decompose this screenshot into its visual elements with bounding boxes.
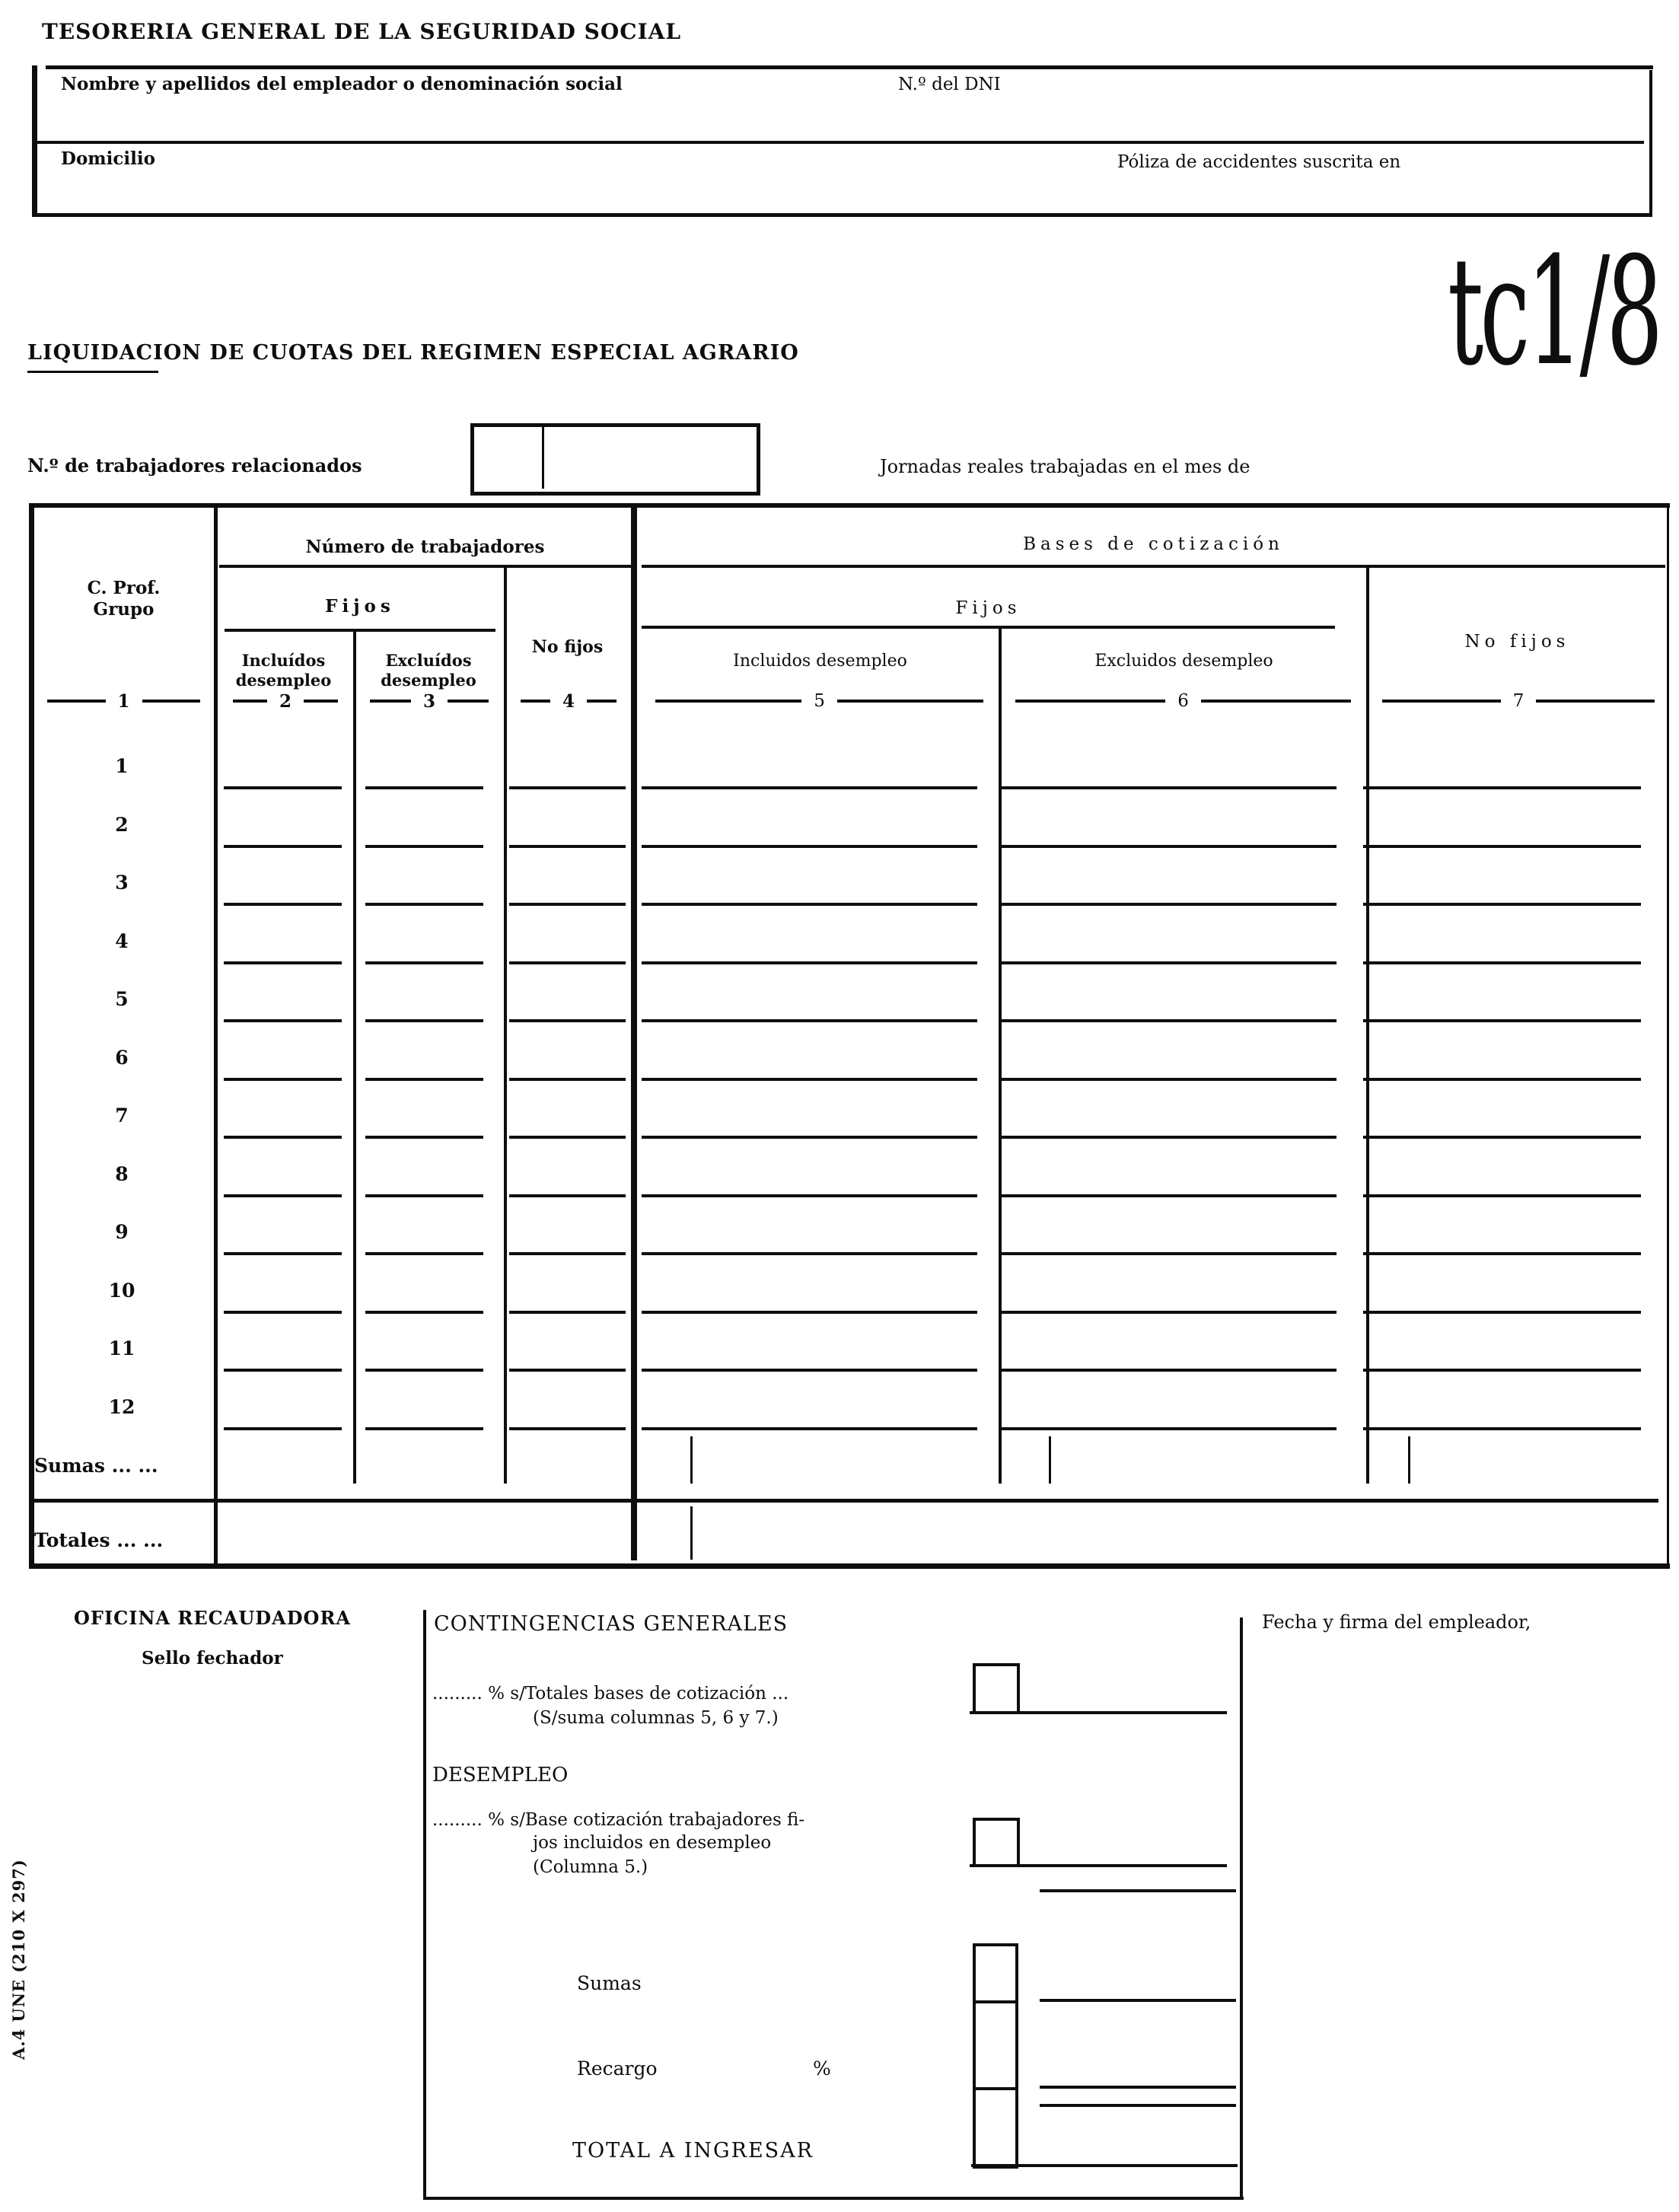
fecha-firma-label: Fecha y firma del empleador, — [1262, 1611, 1531, 1633]
policy-label: Póliza de accidentes suscrita en — [1117, 152, 1401, 172]
workers-group-underline — [219, 565, 631, 568]
paper-size-note: A.4 UNE (210 X 297) — [9, 1859, 28, 2060]
recargo-line-2 — [1040, 2104, 1236, 2107]
table-row — [29, 847, 1670, 906]
rule — [655, 700, 801, 703]
row-group-number: 6 — [115, 1047, 129, 1069]
col-number-label: 7 — [1512, 690, 1524, 711]
rule — [448, 700, 489, 703]
col3-header-line2: desempleo — [381, 671, 476, 690]
rule — [587, 700, 616, 703]
row-group-number: 8 — [115, 1163, 129, 1185]
total-label: TOTAL A INGRESAR — [572, 2139, 814, 2163]
sumas-tick-col7 — [1408, 1436, 1410, 1484]
entry-line — [365, 1427, 483, 1430]
col-number-4 — [508, 690, 629, 712]
desempleo-extra-line — [1040, 1889, 1236, 1892]
total-line — [971, 2164, 1238, 2167]
table-row — [29, 1313, 1670, 1372]
col-number-label: 3 — [423, 690, 436, 712]
workers-count-box-divider — [542, 426, 544, 489]
form-code: tc1/8 — [1448, 225, 1660, 399]
table-row — [29, 1080, 1670, 1139]
col2-header-line1: Incluídos — [241, 651, 326, 670]
no-fijos-left-header: No fijos — [531, 637, 604, 657]
subtitle-underline — [27, 371, 158, 373]
col-number-label: 2 — [279, 690, 292, 712]
sumas-tick-col6 — [1049, 1436, 1051, 1484]
row-group-number: 11 — [108, 1337, 135, 1359]
desempleo-line2: jos incluidos en desempleo — [533, 1833, 772, 1853]
totals-column-box — [973, 1943, 1018, 2169]
bases-group-header: Bases de cotización — [1023, 534, 1284, 554]
col-number-7 — [1370, 690, 1667, 712]
sumas-tick-col5 — [690, 1436, 693, 1484]
table-row — [29, 789, 1670, 848]
entry-line — [1001, 1427, 1337, 1430]
rule — [142, 700, 201, 703]
employer-box-bottom-border — [32, 213, 1652, 217]
jornadas-label: Jornadas reales trabajadas en el mes de — [880, 456, 1250, 477]
totals-box-divider-2 — [973, 2087, 1017, 2090]
recargo-line-1 — [1040, 2086, 1236, 2089]
rule — [1015, 700, 1165, 703]
workers-count-label: N.º de trabajadores relacionados — [27, 454, 362, 477]
footer-sumas-label: Sumas — [577, 1972, 642, 1994]
sumas-row-label: Sumas ... ... — [34, 1455, 158, 1477]
col-number-1 — [35, 690, 212, 712]
footer-right-divider — [1240, 1618, 1243, 2200]
address-label: Domicilio — [61, 148, 155, 169]
bases-group-underline — [642, 565, 1665, 568]
rule — [370, 700, 411, 703]
col5-header: Incluidos desempleo — [733, 652, 907, 671]
row-group-number: 5 — [115, 988, 129, 1010]
row-group-number: 2 — [115, 814, 129, 836]
col2-header-line2: desempleo — [235, 671, 332, 690]
col-number-label: 5 — [814, 690, 825, 711]
desempleo-amount-box — [973, 1818, 1020, 1867]
sumas-underline — [34, 1499, 1658, 1503]
table-top-border — [29, 503, 1670, 508]
row-group-number: 4 — [115, 930, 129, 952]
table-row — [29, 964, 1670, 1022]
employer-box-top-border — [46, 65, 1653, 69]
entry-line — [642, 1427, 977, 1430]
recargo-label: Recargo — [577, 2057, 658, 2080]
form-subtitle: LIQUIDACION DE CUOTAS DEL REGIMEN ESPECIAL AGRARIO — [27, 341, 799, 365]
page-title: TESORERIA GENERAL DE LA SEGURIDAD SOCIAL — [42, 19, 682, 44]
col-number-label: 6 — [1177, 690, 1189, 711]
row-group-number: 9 — [115, 1221, 129, 1243]
no-fijos-right-header: No fijos — [1464, 632, 1570, 652]
table-row — [29, 1139, 1670, 1197]
fijos-right-underline — [642, 626, 1335, 629]
rule — [304, 700, 338, 703]
footer-sumas-line — [1040, 1999, 1236, 2002]
fijos-right-header: Fijos — [955, 598, 1021, 618]
rule — [47, 700, 106, 703]
employer-box-divider — [35, 141, 1644, 144]
footer-bottom-border — [423, 2197, 1244, 2200]
table-row — [29, 906, 1670, 964]
col6-header: Excluidos desempleo — [1094, 652, 1273, 671]
col3-header-line1: Excluídos — [385, 651, 472, 670]
row-group-number: 7 — [115, 1104, 129, 1127]
contingencias-title: CONTINGENCIAS GENERALES — [434, 1612, 789, 1636]
table-row — [29, 1197, 1670, 1255]
col-number-5 — [643, 690, 996, 712]
row-group-number: 10 — [108, 1280, 135, 1302]
table-row — [29, 1022, 1670, 1081]
col-number-2 — [221, 690, 350, 712]
contingencias-line1: ......... % s/Totales bases de cotización ... — [432, 1684, 789, 1704]
col-number-3 — [358, 690, 501, 712]
contingencias-line2: (S/suma columnas 5, 6 y 7.) — [533, 1708, 779, 1728]
entry-line — [1363, 1427, 1641, 1430]
col-number-6 — [1003, 690, 1363, 712]
rule — [1536, 700, 1655, 703]
col-number-label: 4 — [562, 690, 575, 712]
employer-box-right-border — [1649, 70, 1652, 217]
totals-box-divider-1 — [973, 2000, 1017, 2003]
rule — [1382, 700, 1501, 703]
desempleo-line3: (Columna 5.) — [533, 1857, 648, 1877]
office-title: OFICINA RECAUDADORA — [74, 1607, 352, 1629]
desempleo-title: DESEMPLEO — [432, 1764, 569, 1786]
col-number-label: 1 — [117, 690, 130, 712]
employer-name-label: Nombre y apellidos del empleador o denominación social — [61, 74, 623, 94]
rule — [521, 700, 550, 703]
contingencias-amount-line — [970, 1711, 1227, 1714]
rule — [1201, 700, 1351, 703]
rule — [837, 700, 983, 703]
contingencias-amount-box — [973, 1663, 1020, 1714]
col1-header-line2: Grupo — [93, 599, 155, 620]
workers-group-header: Número de trabajadores — [305, 537, 545, 557]
entry-line — [224, 1427, 342, 1430]
table-row — [29, 731, 1670, 789]
desempleo-line1: ......... % s/Base cotización trabajadores fi- — [432, 1810, 805, 1830]
row-group-number: 1 — [115, 755, 129, 777]
row-group-number: 3 — [115, 872, 129, 894]
fijos-left-underline — [225, 629, 495, 632]
totales-row-label: Totales ... ... — [34, 1529, 164, 1551]
table-bottom-border — [29, 1563, 1670, 1569]
row-group-number: 12 — [108, 1396, 135, 1418]
fijos-left-header: Fijos — [325, 596, 395, 617]
workers-count-box — [470, 423, 760, 496]
entry-line — [509, 1427, 626, 1430]
col1-header-line1: C. Prof. — [87, 578, 161, 598]
recargo-percent-sign: % — [813, 2057, 831, 2080]
rule — [233, 700, 267, 703]
office-subtitle: Sello fechador — [142, 1648, 283, 1669]
desempleo-amount-line — [970, 1864, 1227, 1867]
dni-label: N.º del DNI — [898, 75, 1001, 94]
table-row — [29, 1255, 1670, 1314]
footer-left-divider — [423, 1610, 426, 2200]
table-row — [29, 1372, 1670, 1430]
totales-tick-col5 — [690, 1506, 693, 1560]
